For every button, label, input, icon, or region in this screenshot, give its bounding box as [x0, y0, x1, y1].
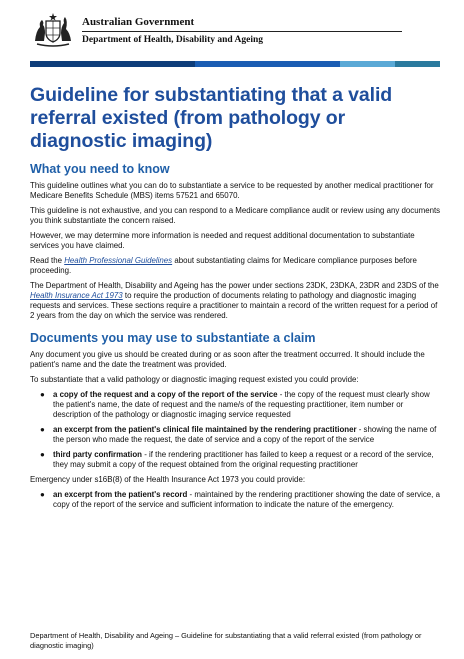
banner-segment [30, 61, 125, 67]
section-heading-what-you-need-to-know: What you need to know [30, 162, 170, 176]
health-professional-guidelines-link[interactable]: Health Professional Guidelines [64, 256, 173, 265]
list-item [30, 490, 442, 510]
page-title: Guideline for substantiating that a valid referral existed (from pathology or diagnostic imaging) [30, 84, 393, 152]
paragraph: Any document you give us should be created during or as soon after the treatment occurred. It should include the patient's name and the date the treatment was provided. [30, 350, 425, 369]
coat-of-arms-icon [30, 10, 76, 50]
department-name: Department of Health, Disability and Ageing [82, 35, 264, 45]
banner-segment [340, 61, 395, 67]
emergency-list [30, 490, 442, 510]
page-footer: Department of Health, Disability and Ageing – Guideline for substantiating that a valid referral existed (from pathology or diagnostic imaging) [30, 631, 422, 650]
header-divider [82, 31, 402, 32]
document-list [30, 390, 442, 470]
list-item [30, 450, 442, 470]
text: about substantiating claims for Medicare compliance purposes before proceeding. [30, 256, 417, 275]
item-title: third party confirmation [53, 450, 142, 459]
item-text: - maintained by the rendering practitioner showing the date of service, a copy of the report of the service and sufficient information to indicate the nature of the emergency. [53, 490, 440, 509]
banner-segment [195, 61, 280, 67]
paragraph: This guideline outlines what you can do to substantiate a service to be requested by another medical practitioner for Medicare Benefits Schedule (MBS) items 57521 and 65070. [30, 181, 434, 200]
main-content [30, 84, 442, 510]
bullet-icon: ● [40, 490, 45, 499]
text: to require the production of documents relating to pathology and diagnostic imaging requests and services. These sections require a practitioner to maintain a record of the written request for a period of 2 years from the day on which the service was rendered. [30, 291, 438, 320]
item-text: - if the rendering practitioner has failed to keep a request or a record of the service, they may submit a copy of the request obtained from the original requesting practitioner [53, 450, 434, 469]
paragraph: However, we may determine more information is needed and request additional documentation to substantiate services you have claimed. [30, 231, 415, 250]
item-title: an excerpt from the patient's record [53, 490, 188, 499]
paragraph [30, 256, 442, 276]
bullet-icon: ● [40, 450, 45, 459]
bullet-icon: ● [40, 390, 45, 399]
text: Read the [30, 256, 65, 265]
paragraph: This guideline is not exhaustive, and you can respond to a Medicare compliance audit or review using any documents you think substantiate the concern raised. [30, 206, 441, 225]
banner-segment [280, 61, 340, 67]
paragraph [30, 281, 442, 321]
page-header [30, 10, 440, 50]
color-banner [30, 61, 440, 67]
text: The Department of Health, Disability and Ageing has the power under sections 23DK, 23DKA, 23DR and 23DS of the [30, 281, 439, 290]
bullet-icon: ● [40, 425, 45, 434]
item-text: - the copy of the request must clearly show the patient's name, the date of request and the name/s of the requesting practitioner, item number or description of the pathology or diagnostic imaging service requested [53, 390, 430, 419]
government-name: Australian Government [82, 16, 195, 28]
paragraph: To substantiate that a valid pathology or diagnostic imaging request existed you could provide: [30, 375, 359, 384]
list-item [30, 425, 442, 445]
paragraph: Emergency under s16B(8) of the Health Insurance Act 1973 you could provide: [30, 475, 306, 484]
list-item [30, 390, 442, 420]
item-title: a copy of the request and a copy of the report of the service [53, 390, 278, 399]
item-title: an excerpt from the patient's clinical file maintained by the rendering practitioner [53, 425, 357, 434]
banner-segment [125, 61, 195, 67]
item-text: - showing the name of the person who made the request, the date of service and a copy of the report of the service [53, 425, 437, 444]
health-insurance-act-link[interactable]: Health Insurance Act 1973 [30, 291, 123, 300]
banner-segment [395, 61, 440, 67]
section-heading-documents: Documents you may use to substantiate a claim [30, 331, 316, 345]
